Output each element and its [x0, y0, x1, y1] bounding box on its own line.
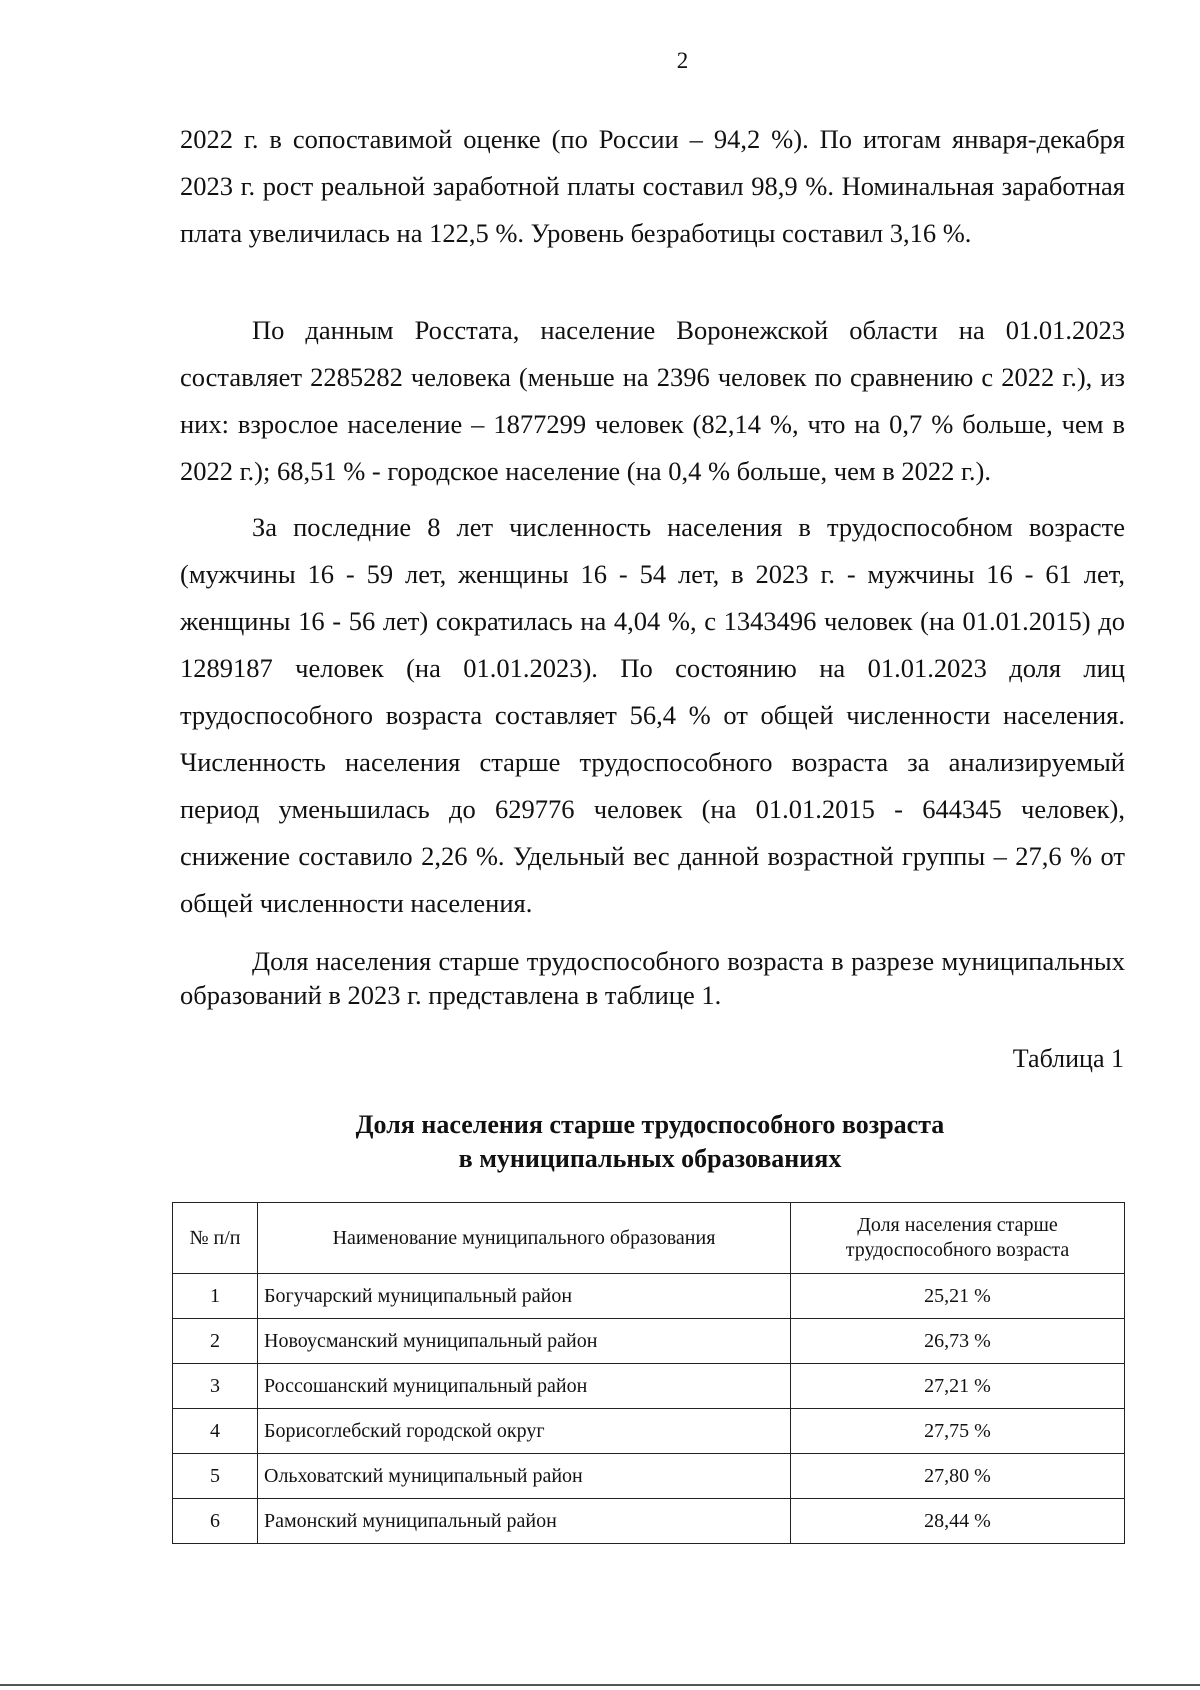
row-name: Ольховатский муниципальный район	[258, 1454, 791, 1499]
table-header-row	[173, 1203, 1125, 1274]
page-bottom-border	[0, 1684, 1200, 1686]
row-share: 25,21 %	[791, 1274, 1125, 1319]
paragraph-text: 2022 г. в сопоставимой оценке (по России – 94,2 %). По итогам января-декабря 2023 г. рост реальной заработной платы составил 98,9 %. Номинальная заработная плата увеличилась на 122,5 %. Уровень безработицы составил 3,16 %.	[180, 124, 1125, 248]
row-name: Рамонский муниципальный район	[258, 1499, 791, 1544]
header-name: Наименование муниципального образования	[258, 1203, 791, 1274]
paragraph-text: По данным Росстата, население Воронежской области на 01.01.2023 составляет 2285282 человека (меньше на 2396 человек по сравнению с 2022 г.), из них: взрослое население – 1877299 человек (82,14 %, что на 0,7 % больше, чем в 2022 г.); 68,51 % - городское население (на 0,4 % больше, чем в 2022 г.).	[180, 315, 1125, 486]
table-title	[170, 1108, 1130, 1176]
row-number: 3	[173, 1364, 258, 1409]
row-name: Богучарский муниципальный район	[258, 1274, 791, 1319]
header-number: № п/п	[173, 1203, 258, 1274]
page-number: 2	[676, 48, 689, 73]
row-share: 27,75 %	[791, 1409, 1125, 1454]
paragraph-text: За последние 8 лет численность населения в трудоспособном возрасте (мужчины 16 - 59 лет, женщины 16 - 54 лет, в 2023 г. - мужчины 16 - 61 лет, женщины 16 - 56 лет) сократилась на 4,04 %, с 1343496 человек (на 01.01.2015) до 1289187 человек (на 01.01.2023). По состоянию на 01.01.2023 доля лиц трудоспособного возраста составляет 56,4 % от общей численности населения. Численность населения старше трудоспособного возраста за анализируемый период уменьшилась до 629776 человек (на 01.01.2015 - 644345 человек), снижение составило 2,26 %. Удельный вес данной возрастной группы – 27,6 % от общей численности населения.	[180, 512, 1125, 918]
table-row	[173, 1319, 1125, 1364]
row-number: 5	[173, 1454, 258, 1499]
row-name: Россошанский муниципальный район	[258, 1364, 791, 1409]
share-table	[172, 1202, 1125, 1544]
header-share: Доля населения старше трудоспособного возраста	[791, 1203, 1125, 1274]
paragraph-table-intro	[180, 944, 1125, 1012]
table-row	[173, 1274, 1125, 1319]
table-row	[173, 1454, 1125, 1499]
table-label: Таблица 1	[1012, 1044, 1124, 1073]
row-share: 27,80 %	[791, 1454, 1125, 1499]
table-title-line-2: в муниципальных образованиях	[458, 1144, 842, 1173]
row-number: 4	[173, 1409, 258, 1454]
paragraph-text: Доля населения старше трудоспособного возраста в разрезе муниципальных образований в 2023 г. представлена в таблице 1.	[180, 946, 1125, 1010]
row-number: 1	[173, 1274, 258, 1319]
row-name: Борисоглебский городской округ	[258, 1409, 791, 1454]
paragraph-wages	[180, 116, 1125, 257]
row-number: 6	[173, 1499, 258, 1544]
paragraph-working-age	[180, 504, 1125, 927]
row-share: 26,73 %	[791, 1319, 1125, 1364]
row-name: Новоусманский муниципальный район	[258, 1319, 791, 1364]
table-row	[173, 1364, 1125, 1409]
paragraph-population	[180, 307, 1125, 495]
table-row	[173, 1409, 1125, 1454]
row-number: 2	[173, 1319, 258, 1364]
row-share: 28,44 %	[791, 1499, 1125, 1544]
row-share: 27,21 %	[791, 1364, 1125, 1409]
table-row	[173, 1499, 1125, 1544]
table-title-line-1: Доля населения старше трудоспособного возраста	[355, 1110, 945, 1139]
